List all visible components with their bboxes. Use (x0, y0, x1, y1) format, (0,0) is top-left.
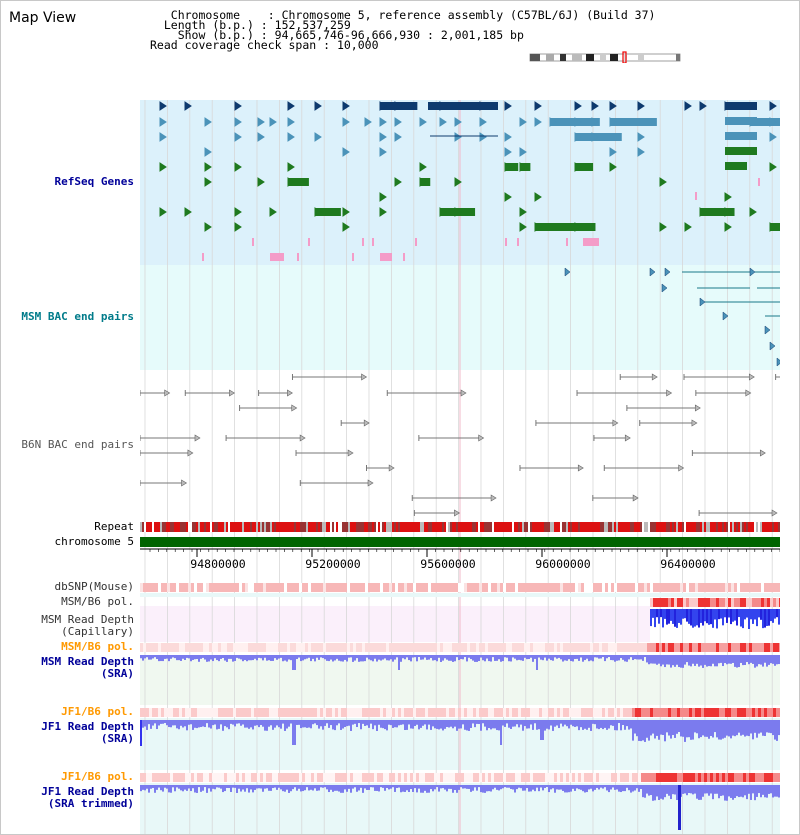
track-label-jf1-b6-pol-1[interactable]: JF1/B6 pol. (61, 705, 134, 718)
coverage-value: 10,000 (336, 38, 379, 52)
coverage-key: Read coverage check span (150, 38, 317, 52)
show-key: Show (b.p.) (177, 28, 254, 42)
axis-tick-label: 95600000 (420, 557, 476, 571)
track-label-jf1-trim-2: (SRA trimmed) (47, 797, 134, 810)
axis-tick-label: 96400000 (660, 557, 716, 571)
track-label-dbsnp[interactable]: dbSNP(Mouse) (54, 580, 134, 593)
sep: : (253, 28, 275, 42)
chromosome-key: Chromosome (170, 8, 241, 22)
track-label-refseq[interactable]: RefSeq Genes (54, 175, 134, 188)
chromosome-value: Chromosome 5, reference assembly (C57BL/6J) (Build 37) (281, 8, 656, 22)
sep: : (240, 8, 282, 22)
track-label-msm-depth-cap-1[interactable]: MSM Read Depth (41, 613, 134, 626)
track-label-chromosome[interactable]: chromosome 5 (54, 535, 134, 548)
track-label-msm-depth-sra-2: (SRA) (100, 667, 134, 680)
page-title: Map View (9, 10, 77, 26)
axis-tick-label: 95200000 (305, 557, 361, 571)
axis-tick-label: 94800000 (190, 557, 246, 571)
sep: : (253, 18, 275, 32)
track-label-jf1-depth-sra-1[interactable]: JF1 Read Depth (41, 720, 134, 733)
track-label-msm-b6-pol-2[interactable]: MSM/B6 pol. (61, 640, 134, 653)
length-key: Length (b.p.) (163, 18, 254, 32)
track-label-b6n-bac[interactable]: B6N BAC end pairs (21, 438, 134, 451)
track-label-msm-depth-sra-1[interactable]: MSM Read Depth (41, 655, 134, 668)
track-label-msm-bac[interactable]: MSM BAC end pairs (21, 310, 134, 323)
sep: : (316, 38, 337, 52)
length-value: 152,537,259 (274, 18, 351, 32)
axis-tick-label: 96000000 (535, 557, 591, 571)
track-label-jf1-trim-1[interactable]: JF1 Read Depth (41, 785, 134, 798)
track-label-jf1-b6-pol-2[interactable]: JF1/B6 pol. (61, 770, 134, 783)
track-label-msm-depth-cap-2: (Capillary) (61, 625, 134, 638)
track-label-msm-b6-pol-1[interactable]: MSM/B6 pol. (61, 595, 134, 608)
track-label-repeat[interactable]: Repeat (94, 520, 134, 533)
show-value: 94,665,746-96,666,930 : 2,001,185 bp (274, 28, 524, 42)
track-label-jf1-depth-sra-2: (SRA) (100, 732, 134, 745)
